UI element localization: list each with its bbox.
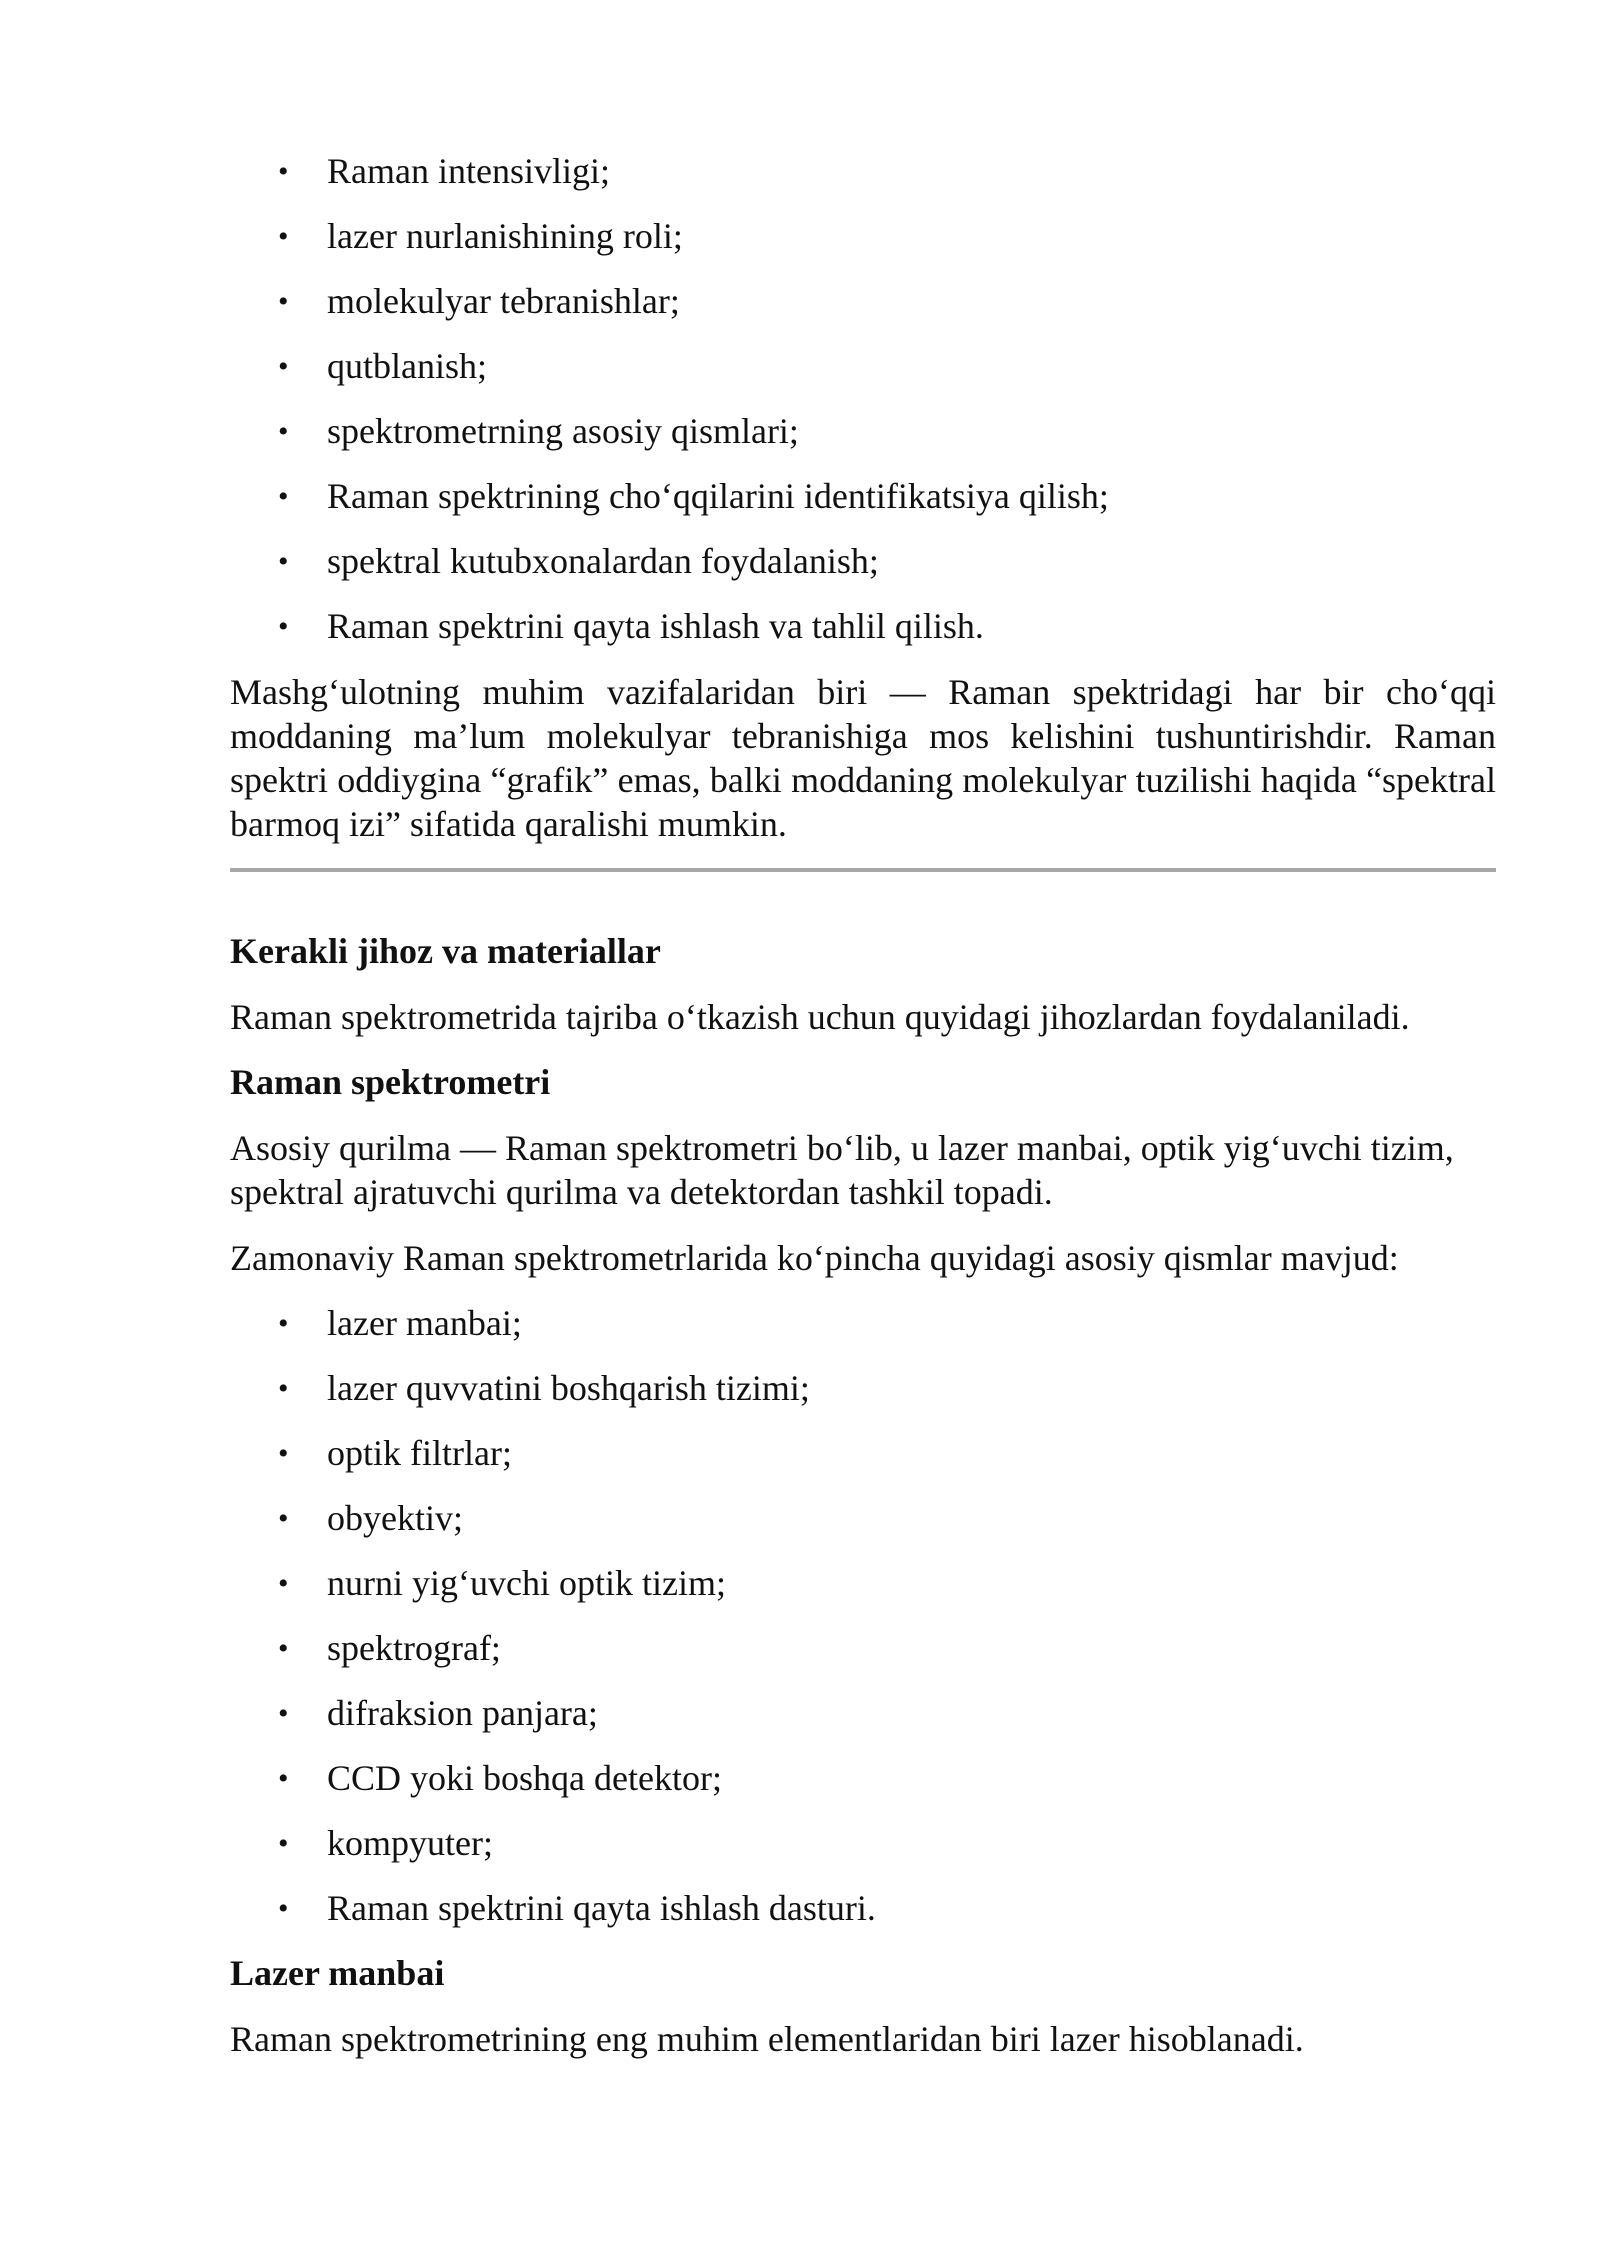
list-item (230, 1367, 1496, 1410)
list-item-text: optik filtrlar; (327, 1433, 512, 1473)
document-page (230, 150, 1496, 2083)
list-item (230, 1627, 1496, 1670)
list-item-text: kompyuter; (327, 1823, 493, 1863)
bullet-icon: • (278, 1437, 289, 1470)
list-item-text: lazer nurlanishining roli; (327, 216, 683, 256)
list-item-text: nurni yig‘uvchi optik tizim; (327, 1563, 726, 1603)
list-item (230, 1432, 1496, 1475)
list-item (230, 1822, 1496, 1865)
spectrometer-paragraph: Asosiy qurilma — Raman spektrometri bo‘lib, u lazer manbai, optik yig‘uvchi tizim, spektral ajratuvchi qurilma va detektordan tashkil topadi. (230, 1128, 1454, 1212)
task-paragraph: Mashg‘ulotning muhim vazifalaridan biri — Raman spektridagi har bir cho‘qqi moddaning ma’lum molekulyar tebranishiga mos kelishini tushuntirishdir. Raman spektri oddiygina “grafik” emas, balki moddaning molekulyar tuzilishi haqida “spektral barmoq izi” sifatida qaralishi mumkin. (230, 672, 1496, 844)
equipment-paragraph: Raman spektrometrida tajriba o‘tkazish uchun quyidagi jihozlardan foydalaniladi. (230, 997, 1410, 1037)
topics-list (230, 150, 1496, 648)
equipment-heading: Kerakli jihoz va materiallar (230, 931, 661, 971)
bullet-icon: • (278, 350, 289, 383)
list-item (230, 540, 1496, 583)
laser-heading: Lazer manbai (230, 1953, 445, 1993)
list-item-text: molekulyar tebranishlar; (327, 281, 680, 321)
list-item-text: qutblanish; (327, 346, 487, 386)
list-item (230, 1562, 1496, 1605)
list-item-text: spektral kutubxonalardan foydalanish; (327, 541, 879, 581)
bullet-icon: • (278, 545, 289, 578)
spectrometer-parts-intro: Zamonaviy Raman spektrometrlarida ko‘pincha quyidagi asosiy qismlar mavjud: (230, 1238, 1399, 1278)
laser-paragraph: Raman spektrometrining eng muhim elementlaridan biri lazer hisoblanadi. (230, 2019, 1304, 2059)
list-item (230, 1302, 1496, 1345)
list-item (230, 1887, 1496, 1930)
list-item-text: CCD yoki boshqa detektor; (327, 1758, 722, 1798)
bullet-icon: • (278, 1892, 289, 1925)
list-item-text: Raman spektrini qayta ishlash dasturi. (327, 1888, 876, 1928)
section-divider (230, 868, 1496, 872)
list-item-text: spektrometrning asosiy qismlari; (327, 411, 799, 451)
bullet-icon: • (278, 1567, 289, 1600)
spectrometer-heading: Raman spektrometri (230, 1062, 551, 1102)
bullet-icon: • (278, 1697, 289, 1730)
list-item (230, 475, 1496, 518)
list-item (230, 280, 1496, 323)
list-item-text: difraksion panjara; (327, 1693, 598, 1733)
bullet-icon: • (278, 610, 289, 643)
bullet-icon: • (278, 1502, 289, 1535)
list-item-text: Raman intensivligi; (327, 151, 610, 191)
list-item (230, 1692, 1496, 1735)
bullet-icon: • (278, 415, 289, 448)
bullet-icon: • (278, 220, 289, 253)
list-item-text: Raman spektrini qayta ishlash va tahlil qilish. (327, 606, 984, 646)
list-item-text: obyektiv; (327, 1498, 463, 1538)
bullet-icon: • (278, 1632, 289, 1665)
list-item (230, 410, 1496, 453)
list-item (230, 605, 1496, 648)
list-item (230, 150, 1496, 193)
list-item (230, 345, 1496, 388)
list-item (230, 215, 1496, 258)
bullet-icon: • (278, 155, 289, 188)
bullet-icon: • (278, 1827, 289, 1860)
spectrometer-parts-list (230, 1302, 1496, 1930)
list-item (230, 1497, 1496, 1540)
list-item-text: lazer manbai; (327, 1303, 522, 1343)
list-item-text: lazer quvvatini boshqarish tizimi; (327, 1368, 810, 1408)
bullet-icon: • (278, 480, 289, 513)
list-item-text: Raman spektrining cho‘qqilarini identifikatsiya qilish; (327, 476, 1109, 516)
bullet-icon: • (278, 1762, 289, 1795)
bullet-icon: • (278, 285, 289, 318)
bullet-icon: • (278, 1307, 289, 1340)
bullet-icon: • (278, 1372, 289, 1405)
list-item (230, 1757, 1496, 1800)
list-item-text: spektrograf; (327, 1628, 501, 1668)
